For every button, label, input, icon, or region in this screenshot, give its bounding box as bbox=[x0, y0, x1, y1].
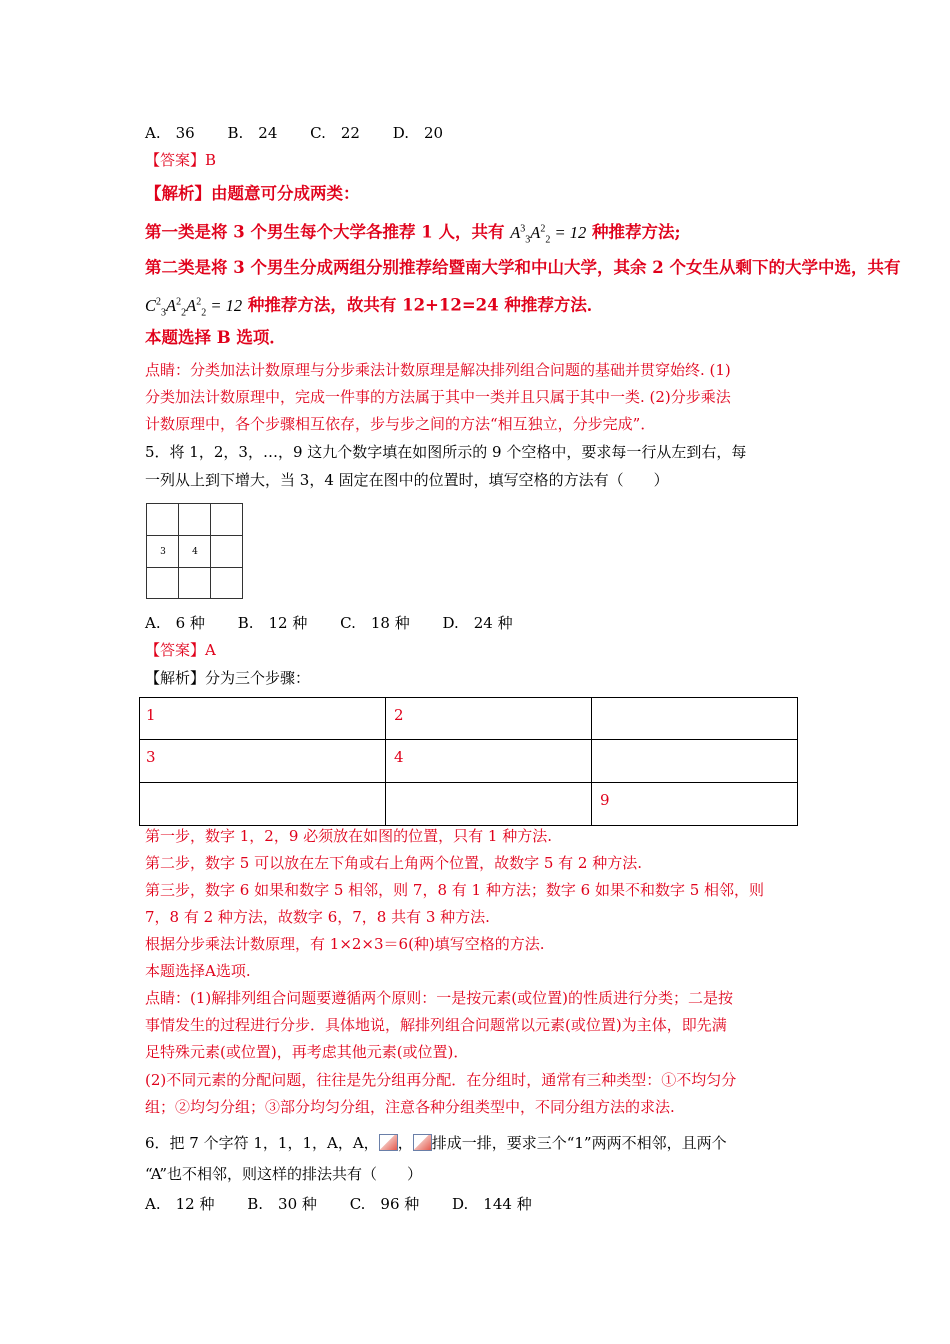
q5-option-d: D. 24 种 bbox=[442, 614, 513, 632]
q6-option-d: D. 144 种 bbox=[452, 1195, 532, 1213]
q4-analysis-line2: 第二类是将 3 个男生分成两组分别推荐给暨南大学和中山大学，其余 2 个女生从剩下的大学中选，共有 bbox=[145, 258, 901, 277]
q5-option-a: A. 6 种 bbox=[145, 614, 205, 632]
q5-tip-1: 点睛：(1)解排列组合问题要遵循两个原则：一是按元素(或位置)的性质进行分类；二是按 bbox=[145, 989, 733, 1007]
q4-analysis-heading: 【解析】由题意可分成两类： bbox=[145, 184, 360, 203]
q4-select: 本题选择 B 选项． bbox=[145, 328, 286, 347]
table-cell: 9 bbox=[600, 791, 610, 809]
q6-option-a: A. 12 种 bbox=[145, 1195, 215, 1213]
q6-option-c: C. 96 种 bbox=[349, 1195, 420, 1213]
q5-stem-1: 5．将 1，2，3，…，9 这九个数字填在如图所示的 9 个空格中，要求每一行从左到右，每 bbox=[145, 443, 747, 461]
q4-analysis-line3 bbox=[145, 292, 603, 323]
q4-tip-1: 点睛：分类加法计数原理与分步乘法计数原理是解决排列组合问题的基础并贯穿始终. (1) bbox=[145, 361, 731, 379]
q6-stem-1: 6．把 7 个字符 1，1，1，A，A， ， 排成一排，要求三个“1”两两不相邻，且两个 bbox=[145, 1134, 727, 1152]
table-cell: 4 bbox=[394, 748, 404, 766]
q4-tip-2: 分类加法计数原理中，完成一件事的方法属于其中一类并且只属于其中一类. (2)分步乘法 bbox=[145, 388, 731, 406]
q4-option-a: A. 36 bbox=[145, 124, 195, 142]
picture-symbol-icon bbox=[413, 1134, 432, 1151]
q6-stem-1-tail: 排成一排，要求三个“1”两两不相邻，且两个 bbox=[431, 1134, 727, 1152]
grid-cell-4: 4 bbox=[192, 547, 198, 557]
picture-symbol-icon bbox=[379, 1134, 398, 1151]
q5-select: 本题选择A选项. bbox=[145, 962, 251, 980]
q6-stem-2: “A”也不相邻，则这样的排法共有（ ） bbox=[145, 1165, 423, 1183]
q4-option-b: B. 24 bbox=[227, 124, 278, 142]
q5-tip-5: 组；②均匀分组；③部分均匀分组，注意各种分组类型中，不同分组方法的求法. bbox=[145, 1098, 675, 1116]
q6-options bbox=[145, 1194, 532, 1214]
q5-stem-2: 一列从上到下增大，当 3，4 固定在图中的位置时，填写空格的方法有（ ） bbox=[145, 471, 669, 489]
q5-analysis-heading: 【解析】分为三个步骤： bbox=[145, 669, 311, 687]
q5-step-3b: 7，8 有 2 种方法，故数字 6，7，8 共有 3 种方法. bbox=[145, 908, 490, 926]
q5-solution-table bbox=[139, 697, 798, 826]
q6-stem-1-text: 6．把 7 个字符 1，1，1，A，A， bbox=[145, 1134, 379, 1152]
q4-analysis-line3-text: 种推荐方法，故共有 12+12=24 种推荐方法． bbox=[247, 295, 604, 315]
q4-formula-1: $A^3_3A^2_2 = 12$ bbox=[510, 222, 587, 245]
q5-step-3a: 第三步，数字 6 如果和数字 5 相邻，则 7，8 有 1 种方法；数字 6 如果不和数字 5 相邻，则 bbox=[145, 881, 765, 899]
q5-option-b: B. 12 种 bbox=[237, 614, 308, 632]
q6-option-b: B. 30 种 bbox=[247, 1195, 317, 1213]
q4-analysis-line1-tail: 种推荐方法; bbox=[592, 222, 681, 242]
q5-option-c: C. 18 种 bbox=[340, 614, 410, 632]
q5-step-2: 第二步，数字 5 可以放在左下角或右上角两个位置，故数字 5 有 2 种方法. bbox=[145, 854, 643, 872]
q4-answer: 【答案】B bbox=[145, 151, 217, 169]
q5-options bbox=[145, 613, 513, 633]
q4-tip-3: 计数原理中，各个步骤相互依存，步与步之间的方法“相互独立，分步完成”． bbox=[145, 415, 656, 433]
table-cell: 1 bbox=[146, 706, 156, 724]
table-cell: 2 bbox=[394, 706, 404, 724]
q4-formula-2: $C^2_3A^2_2A^2_2 = 12$ bbox=[145, 295, 243, 318]
q5-tip-4: (2)不同元素的分配问题，往往是先分组再分配．在分组时，通常有三种类型：①不均匀分 bbox=[145, 1071, 737, 1089]
q5-answer: 【答案】A bbox=[145, 641, 216, 659]
q4-option-d: D. 20 bbox=[392, 124, 444, 142]
q4-option-c: C. 22 bbox=[310, 124, 360, 142]
q4-options bbox=[145, 123, 443, 143]
table-cell: 3 bbox=[146, 748, 156, 766]
q4-analysis-line1 bbox=[145, 219, 681, 250]
q4-analysis-line1-text: 第一类是将 3 个男生每个大学各推荐 1 人，共有 bbox=[145, 222, 505, 242]
q5-step-1: 第一步，数字 1，2，9 必须放在如图的位置，只有 1 种方法. bbox=[145, 827, 553, 845]
q5-tip-3: 足特殊元素(或位置)，再考虑其他元素(或位置)． bbox=[145, 1043, 469, 1061]
q5-tip-2: 事情发生的过程进行分步．具体地说，解排列组合问题常以元素(或位置)为主体，即先满 bbox=[145, 1016, 727, 1034]
q5-grid-figure bbox=[146, 503, 243, 599]
q5-principle: 根据分步乘法计数原理，有 1×2×3＝6(种)填写空格的方法. bbox=[145, 935, 545, 953]
grid-cell-3: 3 bbox=[160, 547, 166, 557]
